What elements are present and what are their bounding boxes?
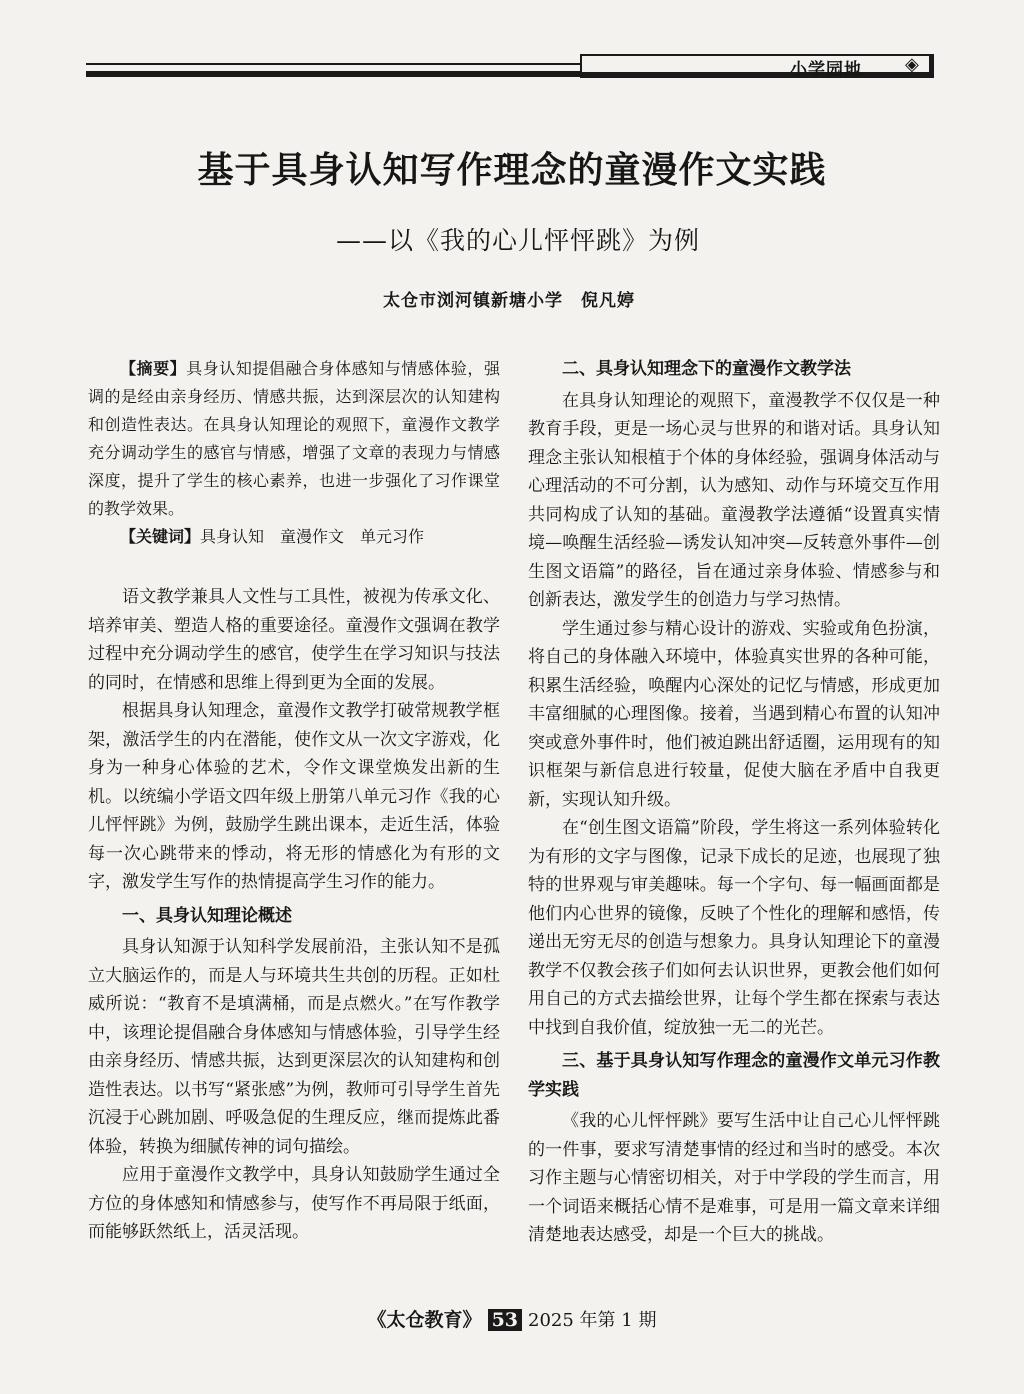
diamond-arrow-icon: ◈ bbox=[905, 54, 919, 75]
issue-label: 2025 年第 1 期 bbox=[528, 1310, 657, 1331]
abstract-paragraph bbox=[88, 355, 500, 523]
section-label: 小学园地 bbox=[790, 60, 862, 80]
body-paragraph: 语文教学兼具人文性与工具性，被视为传承文化、培养审美、塑造人格的重要途径。童漫作文强调在教学过程中充分调动学生的感官，使学生在学习知识与技法的同时，在情感和思维上得到更为全面的发展。 bbox=[88, 587, 500, 693]
section-heading-1: 一、具身认知理论概述 bbox=[122, 905, 292, 926]
keywords-label: 【关键词】 bbox=[120, 527, 201, 546]
right-column bbox=[528, 355, 940, 1250]
byline bbox=[383, 286, 635, 311]
abstract bbox=[88, 355, 500, 551]
body-paragraph: 具身认知源于认知科学发展前沿，主张认知不是孤立大脑运作的，而是人与环境共生共创的历程。正如杜威所说：“教育不是填满桶，而是点燃火。”在写作教学中，该理论提倡融合身体感知与情感体验，引导学生经由亲身经历、情感共振，达到更深层次的认知建构和创造性表达。以书写“紧张感”为例，教师可引导学生首先沉浸于心跳加剧、呼吸急促的生理反应，继而提炼此番体验，转换为细腻传神的词句描绘。 bbox=[88, 937, 500, 1157]
body-paragraph: 应用于童漫作文教学中，具身认知鼓励学生通过全方位的身体感知和情感参与，使写作不再局限于纸面，而能够跃然纸上，活灵活现。 bbox=[88, 1165, 500, 1242]
abstract-text: 具身认知提倡融合身体感知与情感体验，强调的是经由亲身经历、情感共振，达到深层次的认知建构和创造性表达。在具身认知理论的观照下，童漫作文教学充分调动学生的感官与情感，增强了文章的表现力与情感深度，提升了学生的核心素养，也进一步强化了习作课堂的教学效果。 bbox=[88, 359, 500, 518]
keywords-text: 具身认知 童漫作文 单元习作 bbox=[200, 527, 425, 546]
header-rule-thick bbox=[86, 71, 580, 77]
journal-name: 《太仓教育》 bbox=[367, 1309, 482, 1331]
section-tab bbox=[580, 54, 932, 78]
page-number: 53 bbox=[488, 1309, 522, 1331]
body-paragraph: 在具身认知理论的观照下，童漫教学不仅仅是一种教育手段，更是一场心灵与世界的和谐对话。具身认知理念主张认知根植于个体的身体经验，强调身体活动与心理活动的不可分割，认为感知、动作与环境交互作用共同构成了认知的基础。童漫教学法遵循“设置真实情境—唤醒生活经验—诱发认知冲突—反转意外事件—创生图文语篇”的路径，旨在通过亲身体验、情感参与和创新表达，激发学生的创造力与学习热情。 bbox=[528, 390, 940, 610]
left-column bbox=[88, 355, 500, 1247]
header-rule-thin bbox=[86, 63, 580, 65]
abstract-label: 【摘要】 bbox=[120, 359, 187, 378]
page-footer bbox=[0, 1305, 1024, 1332]
article-subtitle: ——以《我的心儿怦怦跳》为例 bbox=[336, 226, 701, 255]
article-title: 基于具身认知写作理念的童漫作文实践 bbox=[197, 149, 827, 191]
body-paragraph: 在“创生图文语篇”阶段，学生将这一系列体验转化为有形的文字与图像，记录下成长的足迹，也展现了独特的世界观与审美趣味。每一个字句、每一幅画面都是他们内心世界的镜像，反映了个性化的理解和感悟，传递出无穷无尽的创造与想象力。具身认知理论下的童漫教学不仅教会孩子们如何去认识世界，更教会他们如何用自己的方式去描绘世界，让每个学生都在探索与表达中找到自我价值，绽放独一无二的光芒。 bbox=[528, 818, 940, 1038]
tab-endbar bbox=[929, 54, 934, 78]
keywords-paragraph bbox=[88, 523, 500, 551]
section-heading-2: 二、具身认知理念下的童漫作文教学法 bbox=[562, 359, 851, 379]
body-paragraph: 根据具身认知理念，童漫作文教学打破常规教学框架，激活学生的内在潜能，使作文从一次文字游戏，化身为一种身心体验的艺术，令作文课堂焕发出新的生机。以统编小学语文四年级上册第八单元习作《我的心儿怦怦跳》为例，鼓励学生跳出课本，走近生活，体验每一次心跳带来的悸动，将无形的情感化为有形的文字，激发学生写作的热情提高学生习作的能力。 bbox=[88, 701, 500, 892]
affiliation: 太仓市浏河镇新塘小学 bbox=[383, 291, 563, 311]
author: 倪凡婷 bbox=[581, 291, 635, 311]
body-paragraph: 《我的心儿怦怦跳》要写生活中让自己心儿怦怦跳的一件事，要求写清楚事情的经过和当时的感受。本次习作主题与心情密切相关，对于中学段的学生而言，用一个词语来概括心情不是难事，可是用一篇文章来详细清楚地表达感受，却是一个巨大的挑战。 bbox=[528, 1111, 940, 1245]
section-heading-3: 三、基于具身认知写作理念的童漫作文单元习作教学实践 bbox=[528, 1051, 940, 1100]
body-paragraph: 学生通过参与精心设计的游戏、实验或角色扮演，将自己的身体融入环境中，体验真实世界的各种可能，积累生活经验，唤醒内心深处的记忆与情感，形成更加丰富细腻的心理图像。接着，当遇到精心布置的认知冲突或意外事件时，他们被迫跳出舒适圈，运用现有的知识框架与新信息进行较量，促使大脑在矛盾中自我更新，实现认知升级。 bbox=[528, 618, 940, 810]
